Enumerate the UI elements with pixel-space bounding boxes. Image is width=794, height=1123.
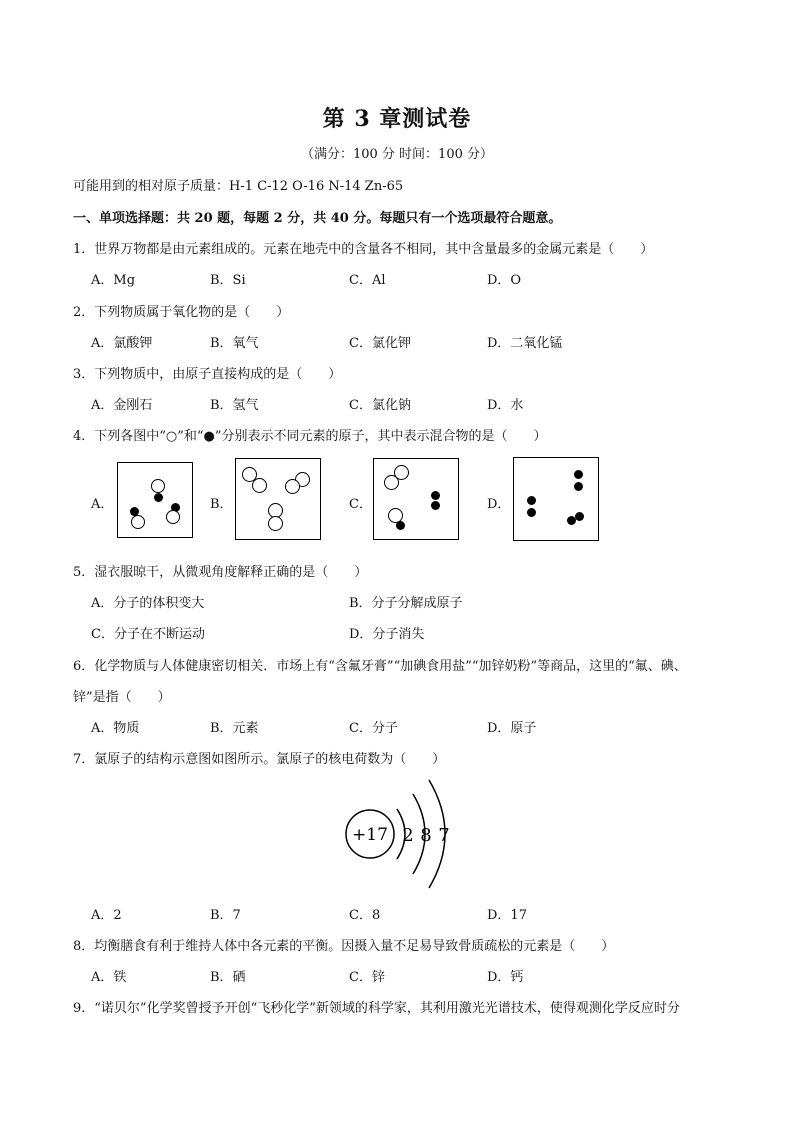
white-atom xyxy=(166,510,180,524)
q8-option-c[interactable]: C．锌 xyxy=(349,970,385,985)
question-6-stem-continued: 锌”是指（ ） xyxy=(73,690,171,705)
q7-option-c[interactable]: C．8 xyxy=(349,908,381,923)
black-atom xyxy=(154,493,163,502)
shell-2-electrons: 8 xyxy=(420,825,432,846)
question-3-stem: 3．下列物质中，由原子直接构成的是（ ） xyxy=(73,367,342,382)
q4-option-b[interactable]: B． xyxy=(210,497,233,512)
black-atom xyxy=(527,496,536,505)
nucleus-charge: +17 xyxy=(352,825,388,845)
question-5-stem: 5．湿衣服晾干，从微观角度解释正确的是（ ） xyxy=(73,565,368,580)
q1-option-c[interactable]: C．Al xyxy=(349,273,386,288)
q8-option-a[interactable]: A．铁 xyxy=(91,970,127,985)
q1-option-a[interactable]: A．Mg xyxy=(91,273,136,288)
atomic-masses: 可能用到的相对原子质量：H-1 C-12 O-16 N-14 Zn-65 xyxy=(73,179,404,194)
white-atom xyxy=(151,479,165,493)
q7-option-a[interactable]: A．2 xyxy=(91,908,122,923)
black-atom xyxy=(574,482,583,491)
q3-option-b[interactable]: B．氢气 xyxy=(210,398,259,413)
black-atom xyxy=(527,508,536,517)
white-atom xyxy=(285,479,300,494)
q3-option-c[interactable]: C．氯化钠 xyxy=(349,398,411,413)
q3-option-d[interactable]: D．水 xyxy=(487,398,524,413)
q2-option-b[interactable]: B．氧气 xyxy=(210,336,259,351)
q7-option-d[interactable]: D．17 xyxy=(487,908,527,923)
white-atom xyxy=(384,475,399,490)
particle-box-d xyxy=(513,457,599,541)
q5-option-b[interactable]: B．分子分解成原子 xyxy=(349,596,463,611)
black-atom xyxy=(574,470,583,479)
black-atom xyxy=(396,521,405,530)
question-7-stem: 7．氯原子的结构示意图如图所示。氯原子的核电荷数为（ ） xyxy=(73,752,446,767)
q6-option-b[interactable]: B．元素 xyxy=(210,721,259,736)
question-8-stem: 8．均衡膳食有利于维持人体中各元素的平衡。因摄入量不足易导致骨质疏松的元素是（ ） xyxy=(73,939,615,954)
q2-option-d[interactable]: D．二氧化锰 xyxy=(487,336,563,351)
particle-box-c xyxy=(373,458,459,540)
shell-1-electrons: 2 xyxy=(402,825,414,846)
q2-option-c[interactable]: C．氯化钾 xyxy=(349,336,411,351)
score-time-info: （满分：100 分 时间：100 分） xyxy=(300,147,494,162)
page-title: 第 3 章测试卷 xyxy=(322,106,472,132)
q3-option-a[interactable]: A．金刚石 xyxy=(91,398,153,413)
q4-option-d[interactable]: D． xyxy=(487,497,511,512)
q4-option-c[interactable]: C． xyxy=(349,497,372,512)
q5-option-d[interactable]: D．分子消失 xyxy=(349,627,425,642)
q4-option-a[interactable]: A． xyxy=(91,497,114,512)
particle-box-a xyxy=(117,462,193,538)
black-atom xyxy=(575,512,584,521)
white-atom xyxy=(252,478,267,493)
question-6-stem: 6．化学物质与人体健康密切相关．市场上有“含氟牙膏”“加碘食用盐”“加锌奶粉”等商品，这里的“氟、碘、 xyxy=(73,659,687,674)
q1-option-d[interactable]: D．O xyxy=(487,273,522,288)
q6-option-c[interactable]: C．分子 xyxy=(349,721,398,736)
black-atom xyxy=(431,491,440,500)
question-4-stem: 4．下列各图中“○”和“●”分别表示不同元素的原子，其中表示混合物的是（ ） xyxy=(73,429,547,444)
q5-option-c[interactable]: C．分子在不断运动 xyxy=(91,627,205,642)
q7-option-b[interactable]: B．7 xyxy=(210,908,241,923)
q5-option-a[interactable]: A．分子的体积变大 xyxy=(91,596,205,611)
chlorine-atom-diagram xyxy=(335,776,465,891)
white-atom xyxy=(131,515,145,529)
particle-box-b xyxy=(235,458,321,540)
white-atom xyxy=(268,516,283,531)
section-heading: 一、单项选择题：共 20 题，每题 2 分，共 40 分。每题只有一个选项最符合题意。 xyxy=(73,211,562,226)
question-9-stem: 9．“诺贝尔”化学奖曾授予开创“飞秒化学”新领域的科学家，其利用激光光谱技术，使得观测化学反应时分 xyxy=(73,1001,680,1016)
q2-option-a[interactable]: A．氯酸钾 xyxy=(91,336,153,351)
question-1-stem: 1．世界万物都是由元素组成的。元素在地壳中的含量各不相同，其中含量最多的金属元素是（ ） xyxy=(73,242,654,257)
question-2-stem: 2．下列物质属于氧化物的是（ ） xyxy=(73,305,290,320)
q1-option-b[interactable]: B．Si xyxy=(210,273,246,288)
q6-option-a[interactable]: A．物质 xyxy=(91,721,140,736)
q8-option-b[interactable]: B．硒 xyxy=(210,970,246,985)
shell-3-electrons: 7 xyxy=(438,825,450,846)
q8-option-d[interactable]: D．钙 xyxy=(487,970,524,985)
q6-option-d[interactable]: D．原子 xyxy=(487,721,537,736)
black-atom xyxy=(431,501,440,510)
